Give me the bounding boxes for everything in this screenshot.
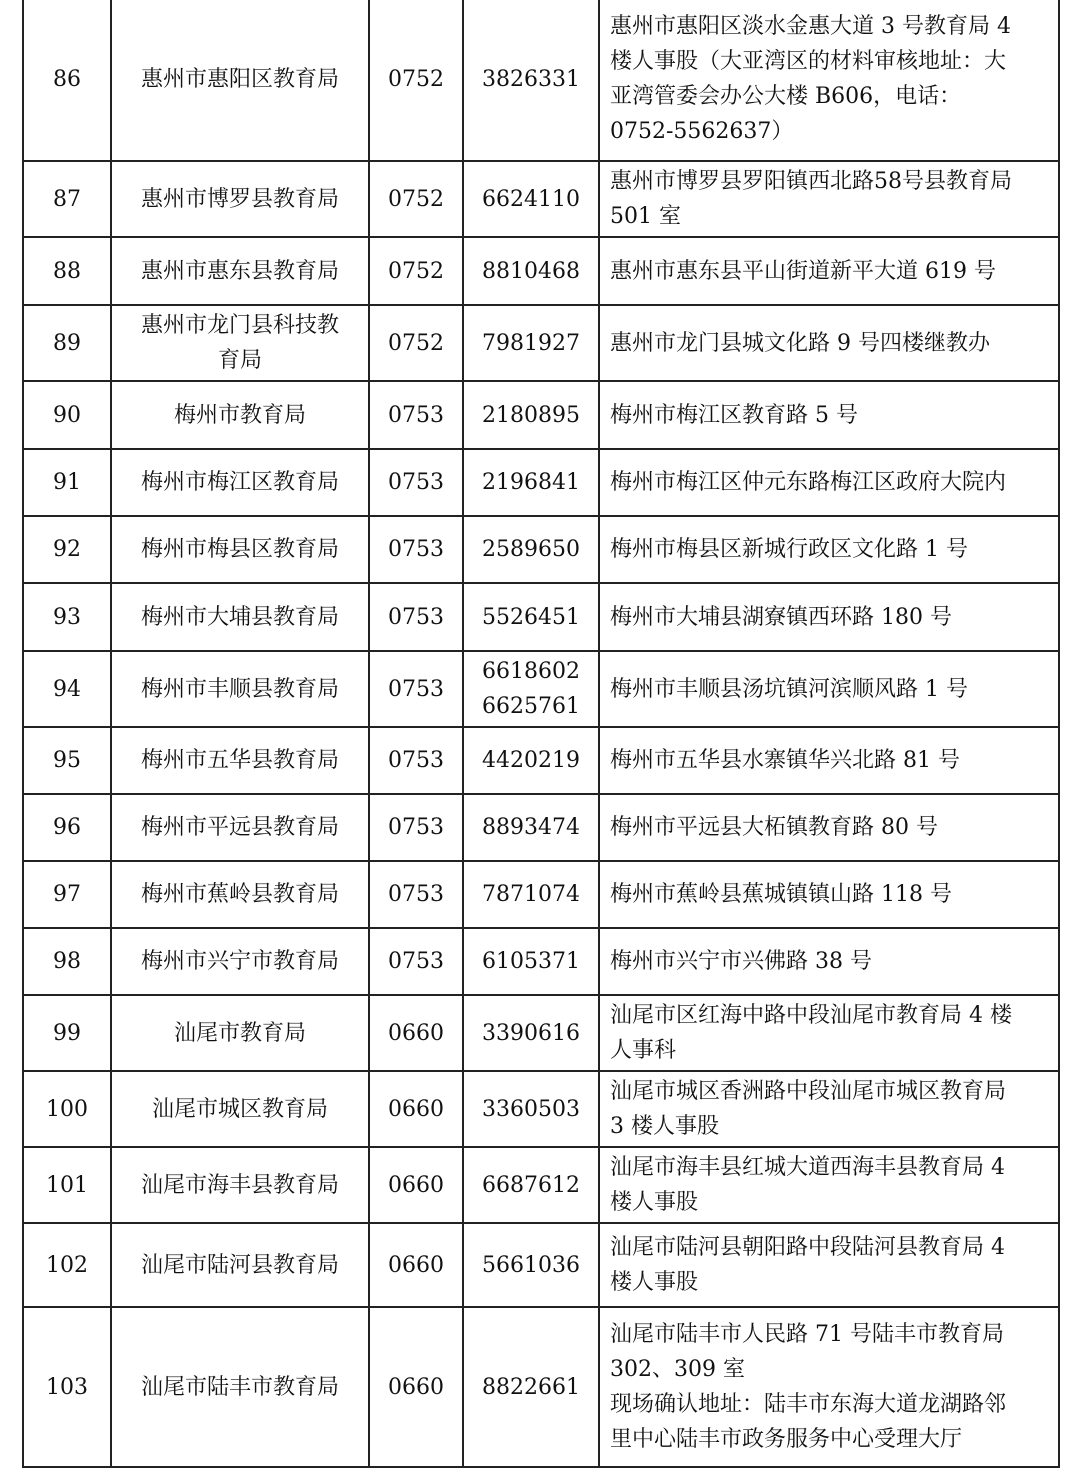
phone-number-line: 6618602 [482, 659, 580, 684]
unit-name [111, 449, 369, 516]
unit-name [111, 727, 369, 794]
address [599, 1307, 1059, 1467]
table-row [23, 237, 1059, 305]
row-number: 93 [23, 583, 111, 651]
table-row [23, 1223, 1059, 1307]
phone-number-line: 2180895 [482, 402, 580, 428]
phone-number [463, 237, 599, 305]
area-code: 0660 [369, 1223, 463, 1307]
phone-number-line: 8822661 [482, 1374, 580, 1400]
address-line: 梅州市大埔县湖寮镇西环路 180 号 [610, 604, 952, 630]
unit-name [111, 305, 369, 381]
row-number: 98 [23, 928, 111, 995]
address [599, 928, 1059, 995]
address-line: 惠州市龙门县城文化路 9 号四楼继教办 [610, 330, 990, 356]
address-line: 惠州市惠阳区淡水金惠大道 3 号教育局 4 [610, 14, 1011, 39]
row-number: 89 [23, 305, 111, 381]
address-line: 梅州市兴宁市兴佛路 38 号 [610, 949, 872, 974]
unit-name-line: 梅州市五华县教育局 [140, 748, 339, 773]
row-number: 102 [23, 1223, 111, 1307]
phone-number [463, 651, 599, 727]
row-number: 99 [23, 995, 111, 1071]
address-line: 梅州市梅江区教育路 5 号 [610, 402, 858, 428]
unit-name [111, 995, 369, 1071]
address-line: 3 楼人事股 [610, 1114, 719, 1139]
unit-name-line: 惠州市龙门县科技教 [140, 313, 339, 338]
phone-number [463, 1071, 599, 1147]
address [599, 305, 1059, 381]
address [599, 651, 1059, 727]
phone-number-line: 2196841 [482, 470, 580, 495]
phone-number [463, 727, 599, 794]
area-code: 0753 [369, 449, 463, 516]
phone-number-line: 6624110 [482, 186, 580, 212]
phone-number [463, 794, 599, 861]
unit-name [111, 516, 369, 583]
unit-name-line: 梅州市蕉岭县教育局 [140, 882, 339, 907]
table-body [23, 0, 1059, 1467]
area-code: 0753 [369, 727, 463, 794]
address-line: 汕尾市陆河县朝阳路中段陆河县教育局 4 [610, 1235, 1005, 1260]
area-code: 0753 [369, 861, 463, 928]
unit-name-line: 汕尾市陆河县教育局 [140, 1252, 339, 1278]
unit-name-line: 梅州市教育局 [173, 402, 306, 428]
address-line: 楼人事股（大亚湾区的材料审核地址：大 [610, 49, 1007, 74]
address-line: 人事科 [610, 1038, 677, 1063]
address-line: 楼人事股 [610, 1270, 699, 1295]
phone-number-line: 8893474 [482, 815, 580, 840]
unit-name [111, 1307, 369, 1467]
address-line: 302、309 室 [610, 1357, 745, 1382]
phone-number [463, 0, 599, 161]
unit-name-line: 惠州市惠东县教育局 [140, 258, 339, 284]
phone-number [463, 995, 599, 1071]
phone-number [463, 1307, 599, 1467]
unit-name-line: 梅州市兴宁市教育局 [140, 949, 339, 974]
address-line: 梅州市五华县水寨镇华兴北路 81 号 [610, 748, 960, 773]
address-line: 惠州市惠东县平山街道新平大道 619 号 [610, 258, 996, 284]
address-line: 梅州市蕉岭县蕉城镇镇山路 118 号 [610, 882, 952, 907]
phone-number [463, 583, 599, 651]
address [599, 516, 1059, 583]
area-code: 0753 [369, 583, 463, 651]
unit-name-line: 惠州市博罗县教育局 [140, 186, 339, 212]
address [599, 794, 1059, 861]
address [599, 449, 1059, 516]
phone-number-line: 3826331 [482, 66, 580, 92]
address [599, 0, 1059, 161]
unit-name [111, 861, 369, 928]
address-line: 501 室 [610, 204, 681, 229]
row-number: 103 [23, 1307, 111, 1467]
unit-name-line: 梅州市平远县教育局 [140, 815, 339, 840]
table-row [23, 651, 1059, 727]
unit-name-line: 育局 [217, 348, 262, 373]
table-row [23, 583, 1059, 651]
table-row [23, 305, 1059, 381]
address [599, 237, 1059, 305]
unit-name-line: 汕尾市海丰县教育局 [140, 1172, 339, 1198]
unit-name [111, 237, 369, 305]
address-line: 汕尾市陆丰市人民路 71 号陆丰市教育局 [610, 1322, 1004, 1347]
address-line: 梅州市平远县大柘镇教育路 80 号 [610, 815, 938, 840]
area-code: 0753 [369, 928, 463, 995]
phone-number [463, 861, 599, 928]
phone-number-line: 6625761 [482, 694, 580, 719]
area-code: 0752 [369, 161, 463, 237]
phone-number-line: 6687612 [482, 1172, 580, 1198]
unit-name [111, 651, 369, 727]
row-number: 97 [23, 861, 111, 928]
unit-name-line: 梅州市丰顺县教育局 [140, 676, 339, 702]
unit-name [111, 928, 369, 995]
unit-name [111, 1223, 369, 1307]
address [599, 381, 1059, 449]
address [599, 861, 1059, 928]
table-row [23, 1307, 1059, 1467]
unit-name-line: 惠州市惠阳区教育局 [140, 66, 339, 92]
row-number: 100 [23, 1071, 111, 1147]
address-line: 现场确认地址：陆丰市东海大道龙湖路邻 [610, 1392, 1007, 1417]
address-line: 里中心陆丰市政务服务中心受理大厅 [610, 1427, 963, 1452]
row-number: 94 [23, 651, 111, 727]
contact-table [22, 0, 1060, 1468]
address [599, 583, 1059, 651]
table-row [23, 995, 1059, 1071]
area-code: 0753 [369, 794, 463, 861]
address-line: 梅州市梅江区仲元东路梅江区政府大院内 [610, 470, 1007, 495]
address [599, 1223, 1059, 1307]
row-number: 86 [23, 0, 111, 161]
phone-number [463, 449, 599, 516]
unit-name-line: 汕尾市教育局 [173, 1020, 306, 1046]
unit-name-line: 梅州市梅县区教育局 [140, 537, 339, 562]
table-row [23, 449, 1059, 516]
area-code: 0660 [369, 1147, 463, 1223]
unit-name [111, 1071, 369, 1147]
address [599, 995, 1059, 1071]
row-number: 95 [23, 727, 111, 794]
address-line: 汕尾市城区香洲路中段汕尾市城区教育局 [610, 1079, 1007, 1104]
unit-name [111, 381, 369, 449]
address-line: 亚湾管委会办公大楼 B606，电话： [610, 84, 962, 109]
area-code: 0660 [369, 995, 463, 1071]
phone-number-line: 7981927 [482, 330, 580, 356]
unit-name-line: 汕尾市陆丰市教育局 [140, 1374, 339, 1400]
table-row [23, 0, 1059, 161]
phone-number-line: 3360503 [482, 1096, 580, 1122]
area-code: 0753 [369, 651, 463, 727]
address [599, 727, 1059, 794]
address-line: 汕尾市区红海中路中段汕尾市教育局 4 楼 [610, 1003, 1012, 1028]
row-number: 96 [23, 794, 111, 861]
row-number: 87 [23, 161, 111, 237]
phone-number-line: 4420219 [482, 748, 580, 773]
row-number: 91 [23, 449, 111, 516]
table-row [23, 861, 1059, 928]
row-number: 101 [23, 1147, 111, 1223]
unit-name [111, 583, 369, 651]
phone-number-line: 5526451 [482, 604, 580, 630]
area-code: 0660 [369, 1071, 463, 1147]
row-number: 92 [23, 516, 111, 583]
unit-name [111, 794, 369, 861]
address [599, 161, 1059, 237]
phone-number [463, 381, 599, 449]
table-row [23, 727, 1059, 794]
phone-number [463, 1147, 599, 1223]
row-number: 88 [23, 237, 111, 305]
unit-name-line: 汕尾市城区教育局 [151, 1096, 328, 1122]
phone-number-line: 3390616 [482, 1020, 580, 1046]
phone-number [463, 516, 599, 583]
address [599, 1147, 1059, 1223]
unit-name [111, 0, 369, 161]
row-number: 90 [23, 381, 111, 449]
unit-name-line: 梅州市大埔县教育局 [140, 604, 339, 630]
table-row [23, 928, 1059, 995]
phone-number-line: 7871074 [482, 882, 580, 907]
address-line: 汕尾市海丰县红城大道西海丰县教育局 4 [610, 1155, 1005, 1180]
phone-number [463, 305, 599, 381]
phone-number-line: 6105371 [482, 949, 580, 974]
address [599, 1071, 1059, 1147]
area-code: 0752 [369, 237, 463, 305]
table-row [23, 1147, 1059, 1223]
phone-number-line: 8810468 [482, 258, 580, 284]
phone-number [463, 161, 599, 237]
area-code: 0660 [369, 1307, 463, 1467]
table-row [23, 1071, 1059, 1147]
phone-number [463, 928, 599, 995]
area-code: 0753 [369, 381, 463, 449]
area-code: 0752 [369, 305, 463, 381]
address-line: 0752-5562637） [610, 119, 794, 144]
table-row [23, 516, 1059, 583]
address-line: 梅州市丰顺县汤坑镇河滨顺风路 1 号 [610, 676, 968, 702]
area-code: 0753 [369, 516, 463, 583]
unit-name-line: 梅州市梅江区教育局 [140, 470, 339, 495]
unit-name [111, 1147, 369, 1223]
unit-name [111, 161, 369, 237]
table-row [23, 161, 1059, 237]
phone-number-line: 2589650 [482, 537, 580, 562]
address-line: 惠州市博罗县罗阳镇西北路58号县教育局 [610, 169, 1012, 194]
phone-number [463, 1223, 599, 1307]
address-line: 楼人事股 [610, 1190, 699, 1215]
table-row [23, 381, 1059, 449]
phone-number-line: 5661036 [482, 1252, 580, 1278]
address-line: 梅州市梅县区新城行政区文化路 1 号 [610, 537, 968, 562]
area-code: 0752 [369, 0, 463, 161]
table-row [23, 794, 1059, 861]
